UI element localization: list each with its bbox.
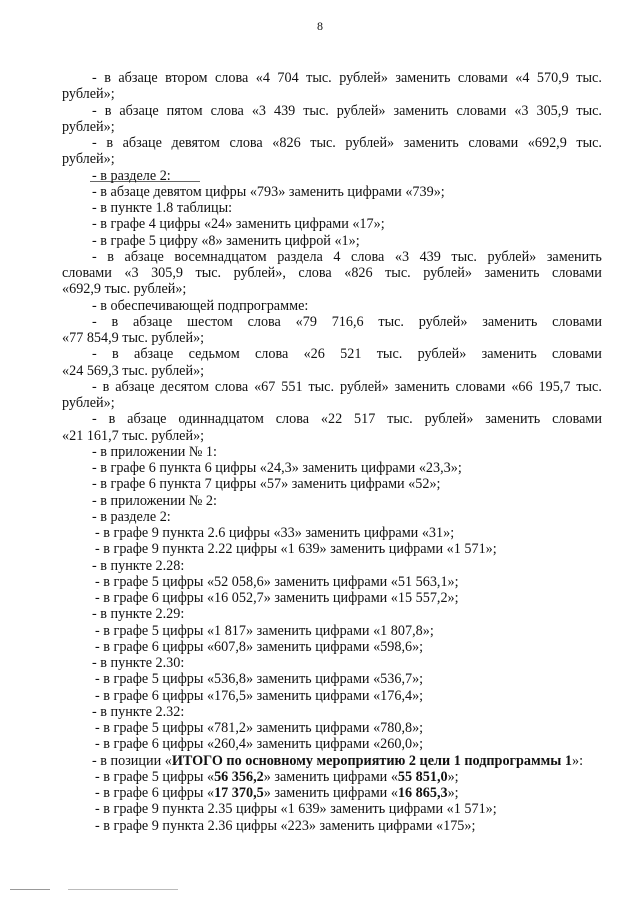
text-line: рублей»;: [62, 151, 115, 168]
word: абзаце: [122, 135, 162, 151]
word: 195,7: [538, 378, 571, 395]
word: заменить: [394, 378, 450, 395]
word: тыс.: [576, 102, 602, 119]
text-line: рублей»;: [62, 395, 115, 411]
text-line: - в графе 4 цифры «24» заменить цифрами «17»;: [92, 216, 385, 233]
text-line: [62, 70, 602, 86]
word: «66: [511, 378, 533, 395]
text-line: - в графе 5 цифры «52 058,6» заменить цифрами «51 563,1»;: [95, 573, 459, 590]
word: словами: [552, 411, 602, 428]
word: абзаце: [115, 378, 155, 395]
word: тыс.: [303, 102, 329, 119]
word: шестом: [187, 313, 233, 330]
text-line: - в графе 5 цифру «8» заменить цифрой «1»;: [92, 232, 360, 249]
word: десятом: [160, 378, 209, 395]
word: словами: [457, 70, 508, 86]
word: -: [92, 70, 97, 86]
text-line: - в приложении № 2:: [92, 492, 217, 509]
word: «3: [514, 102, 529, 119]
page-number: 8: [317, 19, 323, 33]
text-line: «24 569,3 тыс. рублей»;: [62, 362, 205, 379]
word: слова: [214, 378, 249, 395]
word: в: [107, 248, 114, 265]
word: заменить: [403, 135, 459, 151]
word: заменить: [546, 248, 602, 265]
word: абзаце: [134, 346, 174, 363]
word: слова: [351, 248, 385, 265]
text-line: - в обеспечивающей подпрограмме:: [92, 297, 309, 314]
word: словами: [552, 313, 602, 330]
scan-footer-mark: [10, 889, 50, 890]
word: словами: [455, 378, 506, 395]
word: седьмом: [188, 346, 240, 363]
text-line: [62, 411, 602, 427]
text-line: - в графе 6 цифры «16 052,7» заменить цифрами «15 557,2»;: [95, 590, 459, 606]
text-line: - в пункте 1.8 таблицы:: [92, 200, 233, 216]
word: заменить: [485, 411, 541, 428]
word: слова: [229, 135, 263, 151]
word: слова: [247, 313, 281, 330]
word: в: [102, 378, 110, 395]
word: словами: [552, 346, 602, 363]
word: абзаце: [124, 248, 164, 265]
word: заменить: [484, 265, 540, 281]
word: тыс.: [576, 378, 602, 395]
word: -: [92, 313, 97, 330]
word: пятом: [166, 102, 203, 119]
word: абзаце: [133, 313, 173, 330]
amount-line-graph-6: - в графе 6 цифры «17 370,5» заменить цифрами «16 865,3»;: [95, 785, 459, 801]
word: 439: [419, 248, 441, 265]
text-line: - в пункте 2.28:: [92, 557, 185, 574]
text-line: - в графе 9 пункта 2.22 цифры «1 639» заменить цифрами «1 571»;: [95, 541, 497, 558]
text-line: «692,9 тыс. рублей»;: [62, 281, 187, 298]
text-line: рублей»;: [62, 86, 115, 103]
word: «826: [344, 265, 373, 281]
word: «22: [320, 411, 343, 428]
word: 305,9: [151, 265, 183, 281]
word: -: [92, 346, 97, 363]
text-line: [62, 135, 602, 151]
word: рублей»: [424, 411, 474, 428]
text-line: рублей»;: [62, 118, 115, 135]
word: тыс.: [195, 265, 222, 281]
word: -: [92, 378, 97, 395]
word: в: [108, 411, 116, 428]
word: рублей»: [336, 102, 386, 119]
text-line: - в абзаце девятом цифры «793» заменить цифрами «739»;: [92, 183, 445, 200]
word: в: [104, 70, 111, 86]
word: -: [92, 135, 97, 151]
word: заменить: [481, 346, 537, 363]
word: 704: [277, 70, 299, 86]
word: -: [92, 411, 97, 428]
word: раздела: [277, 248, 323, 265]
tail-line: - в графе 9 пункта 2.35 цифры «1 639» заменить цифрами «1 571»;: [95, 801, 497, 818]
word: тыс.: [576, 70, 602, 86]
word: восемнадцатом: [174, 248, 267, 265]
word: рублей»: [487, 248, 537, 265]
word: «79: [295, 313, 317, 330]
word: «3: [251, 102, 266, 119]
text-line: - в графе 6 пункта 7 цифры «57» заменить цифрами «52»;: [92, 476, 441, 493]
word: тыс.: [306, 70, 332, 86]
word: 570,9: [536, 70, 569, 86]
word: слова: [298, 265, 332, 281]
text-line: - в графе 6 пункта 6 цифры «24,3» заменить цифрами «23,3»;: [92, 460, 462, 476]
word: слова: [255, 346, 289, 363]
word: одиннадцатом: [178, 411, 264, 428]
word: 439: [273, 102, 296, 119]
word: «692,9: [527, 135, 567, 151]
word: абзаце: [119, 102, 159, 119]
word: «4: [515, 70, 530, 86]
word: заменить: [482, 313, 538, 330]
amount-line-graph-5: - в графе 5 цифры «56 356,2» заменить цифрами «55 851,0»;: [95, 768, 459, 785]
text-line: [62, 314, 602, 330]
word: в: [104, 102, 112, 119]
text-line: [62, 265, 602, 281]
text-line: - в графе 6 цифры «260,4» заменить цифрами «260,0»;: [95, 736, 424, 753]
scan-footer-mark-2: [68, 889, 178, 890]
word: в: [111, 313, 119, 330]
word: 551: [281, 378, 303, 395]
word: тыс.: [376, 346, 403, 363]
text-lines: [62, 70, 602, 753]
word: «4: [255, 70, 270, 86]
text-line: - в графе 6 цифры «176,5» заменить цифрами «176,4»;: [95, 687, 424, 704]
text-line: - в пункте 2.30:: [92, 655, 185, 671]
word: рублей»: [339, 378, 389, 395]
word: рублей»: [339, 70, 388, 86]
word: рублей»: [418, 313, 468, 330]
word: рублей»,: [233, 265, 286, 281]
text-line: «21 161,7 тыс. рублей»;: [62, 427, 205, 444]
text-line: - в графе 5 цифры «781,2» заменить цифрами «780,8»;: [95, 720, 424, 736]
word: слова: [275, 411, 310, 428]
text-line: - в графе 9 пункта 2.6 цифры «33» заменить цифрами «31»;: [95, 525, 455, 541]
itogo-line: - в позиции «ИТОГО по основному мероприятию 2 цели 1 подпрограммы 1»:: [92, 752, 584, 769]
word: девятом: [171, 135, 220, 151]
text-line: [62, 103, 602, 119]
word: 716,6: [331, 313, 364, 330]
text-line: - в пункте 2.32:: [92, 703, 185, 720]
word: 521: [340, 346, 362, 363]
word: тыс.: [451, 248, 477, 265]
text-line: - в графе 5 цифры «536,8» заменить цифрами «536,7»;: [95, 671, 424, 688]
word: «826: [272, 135, 301, 151]
word: слова: [214, 70, 249, 86]
text-line: - в графе 6 цифры «607,8» заменить цифрами «598,6»;: [95, 638, 424, 655]
word: -: [92, 248, 97, 265]
word: слова: [210, 102, 244, 119]
word: 517: [354, 411, 376, 428]
word: тыс.: [308, 378, 335, 395]
word: рублей»: [345, 135, 395, 151]
word: тыс.: [310, 135, 336, 151]
word: тыс.: [387, 411, 413, 428]
word: в: [106, 135, 114, 151]
word: абзаце: [118, 70, 158, 86]
word: словами: [62, 265, 112, 281]
word: словами: [468, 135, 519, 151]
word: втором: [165, 70, 208, 86]
text-line: - в разделе 2:: [92, 508, 171, 525]
text-line: [62, 249, 602, 265]
word: словами: [552, 265, 602, 281]
document-body: [62, 70, 602, 834]
word: «3: [124, 265, 139, 281]
word: рублей»: [417, 346, 467, 363]
word: рублей»: [423, 265, 472, 281]
text-line: - в пункте 2.29:: [92, 606, 185, 623]
word: «3: [394, 248, 410, 265]
text-line: - в приложении № 1:: [92, 443, 217, 460]
word: заменить: [395, 70, 451, 86]
word: «26: [303, 346, 325, 363]
text-line: [62, 346, 602, 362]
word: «67: [254, 378, 276, 395]
word: тыс.: [385, 265, 411, 281]
word: тыс.: [576, 135, 602, 151]
text-line: - в разделе 2:: [92, 167, 171, 184]
word: тыс.: [378, 313, 404, 330]
word: в: [112, 346, 119, 363]
word: абзаце: [127, 411, 167, 428]
word: -: [92, 102, 97, 119]
word: заменить: [393, 102, 449, 119]
tail-line: - в графе 9 пункта 2.36 цифры «223» заменить цифрами «175»;: [95, 817, 476, 834]
word: 305,9: [536, 102, 569, 119]
text-line: - в графе 5 цифры «1 817» заменить цифрами «1 807,8»;: [95, 622, 434, 639]
word: 4: [333, 248, 341, 265]
text-line: «77 854,9 тыс. рублей»;: [62, 330, 205, 346]
word: словами: [456, 102, 507, 119]
text-line: [62, 379, 602, 395]
